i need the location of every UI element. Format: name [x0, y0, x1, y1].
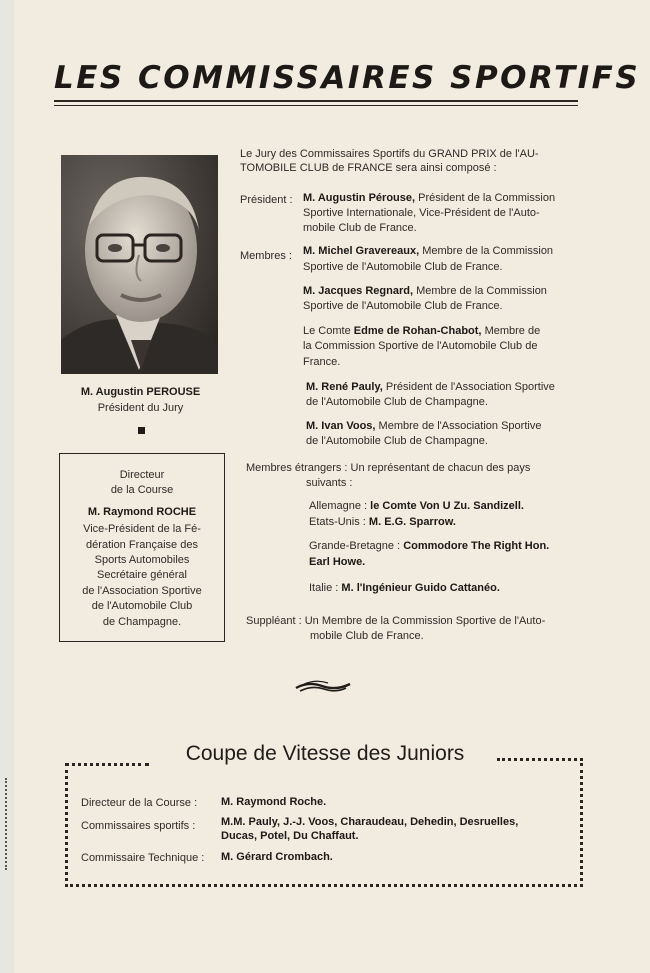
directeur-box [59, 453, 225, 642]
country-member: le Comte Von U Zu. Sandizell. [370, 500, 524, 512]
membre-entry [303, 323, 540, 339]
president-entry [303, 190, 555, 206]
membre-name: M. Jacques Regnard, [303, 285, 414, 297]
suppleant-label: Suppléant : [246, 615, 302, 627]
ornament-icon [294, 679, 352, 695]
membre-name: M. Michel Gravereaux, [303, 245, 420, 257]
country-member: M. l'Ingénieur Guido Cattanéo. [341, 582, 500, 594]
membre-name: M. Ivan Voos, [306, 420, 376, 432]
country-label: Etats-Unis : [309, 516, 366, 528]
president-name: M. Augustin Pérouse, [303, 192, 416, 204]
membre-desc: Membre de l'Association Sportive [378, 420, 542, 432]
suppleant-desc-line: mobile Club de France. [310, 630, 424, 642]
directeur-desc-line: de l'Automobile Club [91, 600, 193, 613]
country-label: Allemagne : [309, 500, 368, 512]
suppleant-entry [246, 613, 545, 629]
membre-desc: Président de l'Association Sportive [385, 381, 555, 393]
president-desc-line: mobile Club de France. [303, 222, 417, 234]
country-row [309, 538, 549, 554]
intro-line: Le Jury des Commissaires Sportifs du GRAND PRIX de l'AU- [240, 148, 539, 160]
membre-desc-line: de l'Automobile Club de Champagne. [306, 396, 488, 408]
coupe-row-value: M. Raymond Roche. [221, 796, 327, 808]
title-rule-thin [54, 105, 578, 106]
directeur-desc-line: dération Française des [86, 538, 198, 551]
membre-name: M. René Pauly, [306, 381, 383, 393]
country-member: Commodore The Right Hon. [403, 540, 550, 552]
etrangers-entry [246, 460, 530, 476]
directeur-label: Directeur [119, 469, 165, 481]
etrangers-label: Membres étrangers : [246, 462, 348, 474]
coupe-row-label: Directeur de la Course : [81, 797, 198, 809]
coupe-row-label: Commissaires sportifs : [81, 820, 196, 832]
membre-entry [303, 243, 553, 259]
title-rule [54, 100, 578, 102]
directeur-desc-line: Vice-Président de la Fé- [83, 523, 201, 536]
coupe-row-value-line: Ducas, Potel, Du Chaffaut. [221, 830, 359, 842]
membre-name: Edme de Rohan-Chabot, [353, 325, 482, 337]
directeur-desc-line: Sports Automobiles [94, 554, 190, 567]
coupe-title: Coupe de Vitesse des Juniors [185, 742, 465, 765]
suppleant-desc: Un Membre de la Commission Sportive de l'Auto- [304, 615, 546, 627]
directeur-name: M. Raymond ROCHE [87, 505, 197, 518]
coupe-row-value: M.M. Pauly, J.-J. Voos, Charaudeau, Dehedin, Desruelles, [221, 816, 519, 828]
membre-entry [306, 379, 555, 395]
country-member-line: Earl Howe. [309, 556, 366, 568]
president-label: Président : [240, 194, 293, 206]
coupe-row-value: M. Gérard Crombach. [221, 851, 333, 863]
membre-desc-line: la Commission Sportive de l'Automobile Club de [303, 340, 538, 352]
membre-desc-line: Sportive de l'Automobile Club de France. [303, 261, 503, 273]
directeur-desc-line: Secrétaire général [97, 569, 187, 582]
country-row [309, 580, 500, 596]
coupe-border-top-right [497, 758, 583, 761]
country-row [309, 514, 456, 530]
country-row [309, 498, 524, 514]
binding-holes [5, 778, 7, 870]
portrait-photo [61, 155, 218, 374]
country-label: Italie : [309, 582, 339, 594]
membre-desc: Membre de la Commission [422, 245, 554, 257]
page-title: LES COMMISSAIRES SPORTIFS [54, 60, 641, 96]
directeur-label-2: de la Course [110, 484, 174, 497]
etrangers-desc: Un représentant de chacun des pays [350, 462, 531, 474]
membre-desc-line: de l'Automobile Club de Champagne. [306, 435, 488, 447]
square-bullet-icon [138, 427, 145, 434]
membre-desc-line: France. [303, 356, 341, 368]
president-desc-line: Sportive Internationale, Vice-Président de l'Auto- [303, 207, 540, 219]
photo-caption-name: M. Augustin PEROUSE [80, 386, 201, 398]
membre-desc-line: Sportive de l'Automobile Club de France. [303, 300, 503, 312]
photo-caption-role: Président du Jury [97, 402, 184, 414]
membre-desc: Membre de [484, 325, 541, 337]
membre-desc: Membre de la Commission [416, 285, 547, 297]
membre-entry [306, 418, 541, 434]
directeur-desc-line: de Champagne. [102, 615, 182, 628]
etrangers-desc-line: suivants : [306, 477, 353, 489]
directeur-desc-line: de l'Association Sportive [82, 584, 202, 597]
president-desc: Président de la Commission [418, 192, 556, 204]
membres-label: Membres : [240, 250, 292, 262]
country-label: Grande-Bretagne : [309, 540, 401, 552]
coupe-row-label: Commissaire Technique : [81, 852, 205, 864]
intro-line: TOMOBILE CLUB de FRANCE sera ainsi composé : [240, 162, 497, 174]
membre-entry [303, 283, 547, 299]
country-member: M. E.G. Sparrow. [368, 516, 456, 528]
membre-prefix: Le Comte [303, 325, 351, 337]
